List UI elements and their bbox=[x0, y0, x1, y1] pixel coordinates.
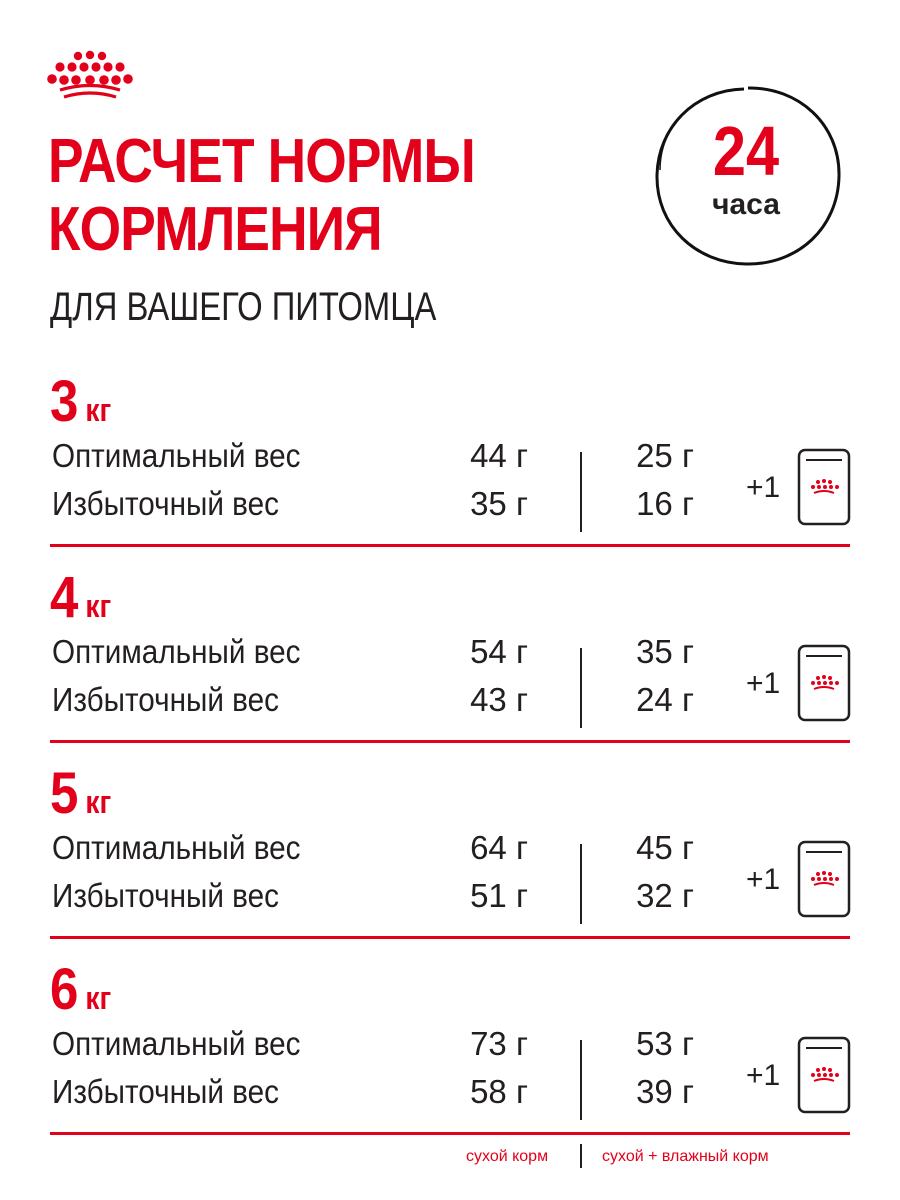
dry-amount-overweight: 43 г bbox=[470, 681, 528, 718]
dry-amount-optimal: 64 г bbox=[470, 829, 528, 866]
column-divider bbox=[580, 844, 582, 924]
weight-section-6kg bbox=[0, 958, 900, 1154]
page-title bbox=[48, 128, 475, 264]
dry-amount-optimal: 54 г bbox=[470, 633, 528, 670]
mixed-amount-optimal: 53 г bbox=[636, 1025, 694, 1062]
mixed-amount-overweight: 39 г bbox=[636, 1073, 694, 1110]
mixed-amount-optimal: 25 г bbox=[636, 437, 694, 474]
mixed-amount-overweight: 32 г bbox=[636, 877, 694, 914]
pouch-count: +1 bbox=[746, 863, 781, 896]
badge-unit: часа bbox=[712, 188, 780, 221]
weight-unit: кг bbox=[85, 980, 112, 1016]
wet-food-pouch-icon bbox=[797, 1036, 851, 1114]
pouch-count: +1 bbox=[746, 667, 781, 700]
weight-value: 3 bbox=[50, 369, 79, 434]
weight-section-5kg bbox=[0, 762, 900, 958]
mixed-amount-overweight: 16 г bbox=[636, 485, 694, 522]
dry-amount-optimal: 44 г bbox=[470, 437, 528, 474]
section-divider bbox=[50, 1132, 850, 1135]
dry-amount-overweight: 51 г bbox=[470, 877, 528, 914]
row-label-overweight: Избыточный вес bbox=[52, 485, 280, 522]
row-label-optimal: Оптимальный вес bbox=[52, 829, 301, 866]
column-divider bbox=[580, 1040, 582, 1120]
column-divider bbox=[580, 452, 582, 532]
row-label-overweight: Избыточный вес bbox=[52, 681, 280, 718]
weight-unit: кг bbox=[85, 392, 112, 428]
wet-food-pouch-icon bbox=[797, 448, 851, 526]
row-label-optimal: Оптимальный вес bbox=[52, 1025, 301, 1062]
row-label-optimal: Оптимальный вес bbox=[52, 437, 301, 474]
weight-value: 6 bbox=[50, 957, 79, 1022]
page-subtitle: ДЛЯ ВАШЕГО ПИТОМЦА bbox=[50, 285, 437, 329]
mixed-amount-overweight: 24 г bbox=[636, 681, 694, 718]
weight-section-4kg bbox=[0, 566, 900, 762]
dry-amount-overweight: 58 г bbox=[470, 1073, 528, 1110]
dry-amount-overweight: 35 г bbox=[470, 485, 528, 522]
weight-unit: кг bbox=[85, 784, 112, 820]
pouch-count: +1 bbox=[746, 471, 781, 504]
mixed-amount-optimal: 45 г bbox=[636, 829, 694, 866]
legend-divider bbox=[580, 1144, 582, 1168]
row-label-overweight: Избыточный вес bbox=[52, 877, 280, 914]
pouch-count: +1 bbox=[746, 1059, 781, 1092]
weight-value: 5 bbox=[50, 761, 79, 826]
section-divider bbox=[50, 936, 850, 939]
row-label-overweight: Избыточный вес bbox=[52, 1073, 280, 1110]
wet-food-pouch-icon bbox=[797, 840, 851, 918]
legend-mixed-food: сухой + влажный корм bbox=[602, 1148, 769, 1165]
weight-section-3kg bbox=[0, 370, 900, 566]
column-divider bbox=[580, 648, 582, 728]
title-line-2: КОРМЛЕНИЯ bbox=[48, 195, 382, 264]
title-line-1: РАСЧЕТ НОРМЫ bbox=[48, 127, 475, 196]
legend-dry-food: сухой корм bbox=[466, 1148, 549, 1165]
section-divider bbox=[50, 544, 850, 547]
row-label-optimal: Оптимальный вес bbox=[52, 633, 301, 670]
weight-value: 4 bbox=[50, 565, 79, 630]
section-divider bbox=[50, 740, 850, 743]
badge-value: 24 bbox=[712, 112, 780, 190]
royal-crown-icon bbox=[46, 50, 134, 102]
wet-food-pouch-icon bbox=[797, 644, 851, 722]
dry-amount-optimal: 73 г bbox=[470, 1025, 528, 1062]
mixed-amount-optimal: 35 г bbox=[636, 633, 694, 670]
time-badge bbox=[648, 80, 848, 270]
weight-unit: кг bbox=[85, 588, 112, 624]
